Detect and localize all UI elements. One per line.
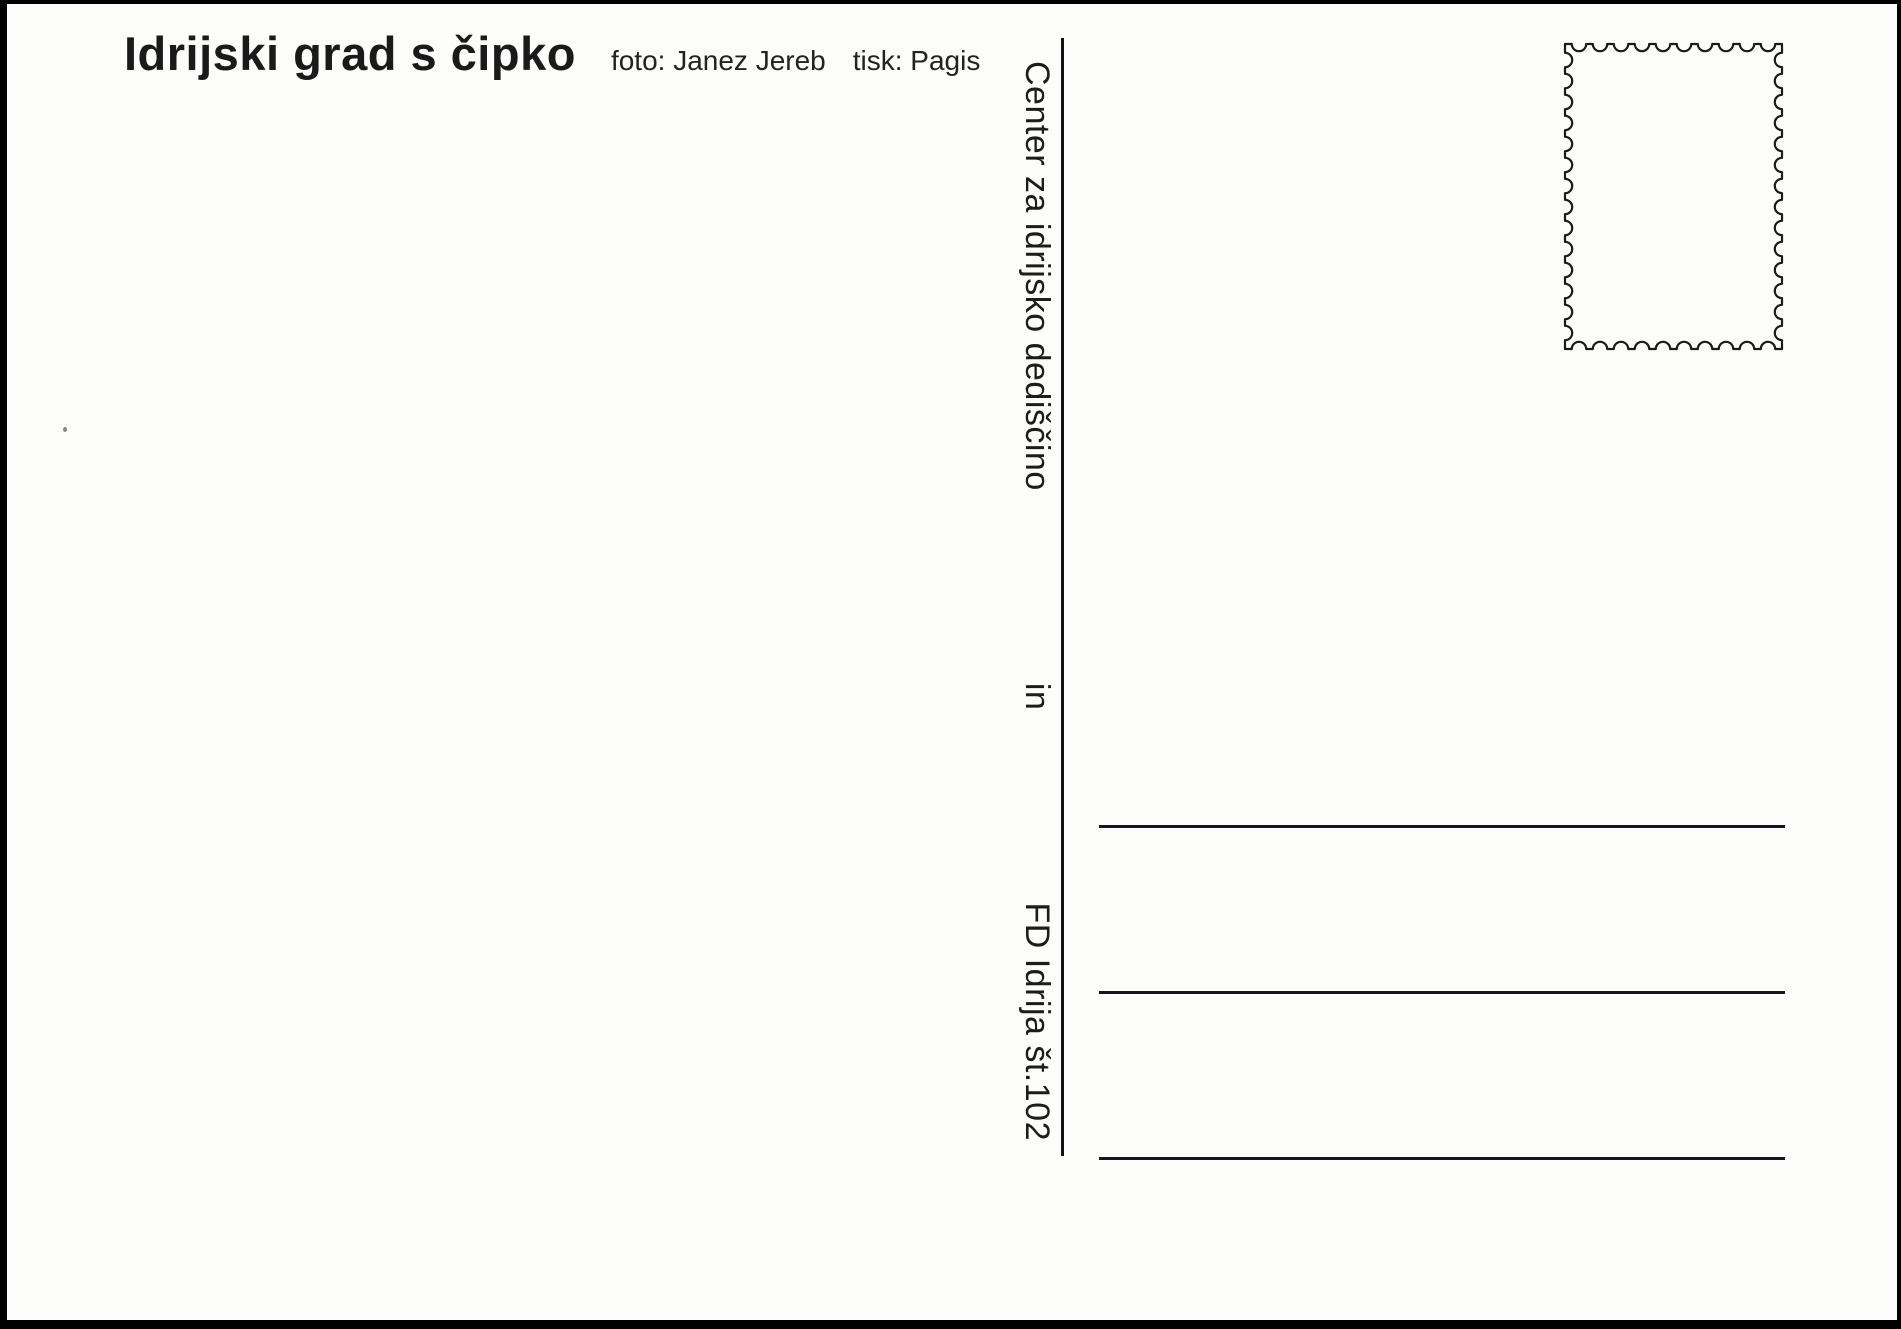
conjunction: in	[1018, 682, 1056, 711]
postcard-title: Idrijski grad s čipko	[124, 27, 576, 80]
print-credit: tisk: Pagis	[852, 45, 981, 76]
photo-credit: foto: Janez Jereb	[610, 45, 826, 76]
address-line-2	[1099, 991, 1785, 994]
postcard-back	[7, 4, 1897, 1320]
spine-text	[1017, 61, 1057, 1141]
address-line-1	[1099, 825, 1785, 828]
address-line-3	[1099, 1157, 1785, 1160]
stamp-placeholder-box	[1565, 44, 1782, 349]
header	[124, 26, 980, 81]
stamp-perforated-border-icon	[1565, 44, 1782, 349]
series-number: FD Idrija št.102	[1018, 902, 1056, 1141]
publisher-name: Center za idrijsko dediščino	[1018, 61, 1056, 491]
center-divider-line	[1061, 38, 1064, 1156]
scan-speck	[63, 427, 67, 432]
